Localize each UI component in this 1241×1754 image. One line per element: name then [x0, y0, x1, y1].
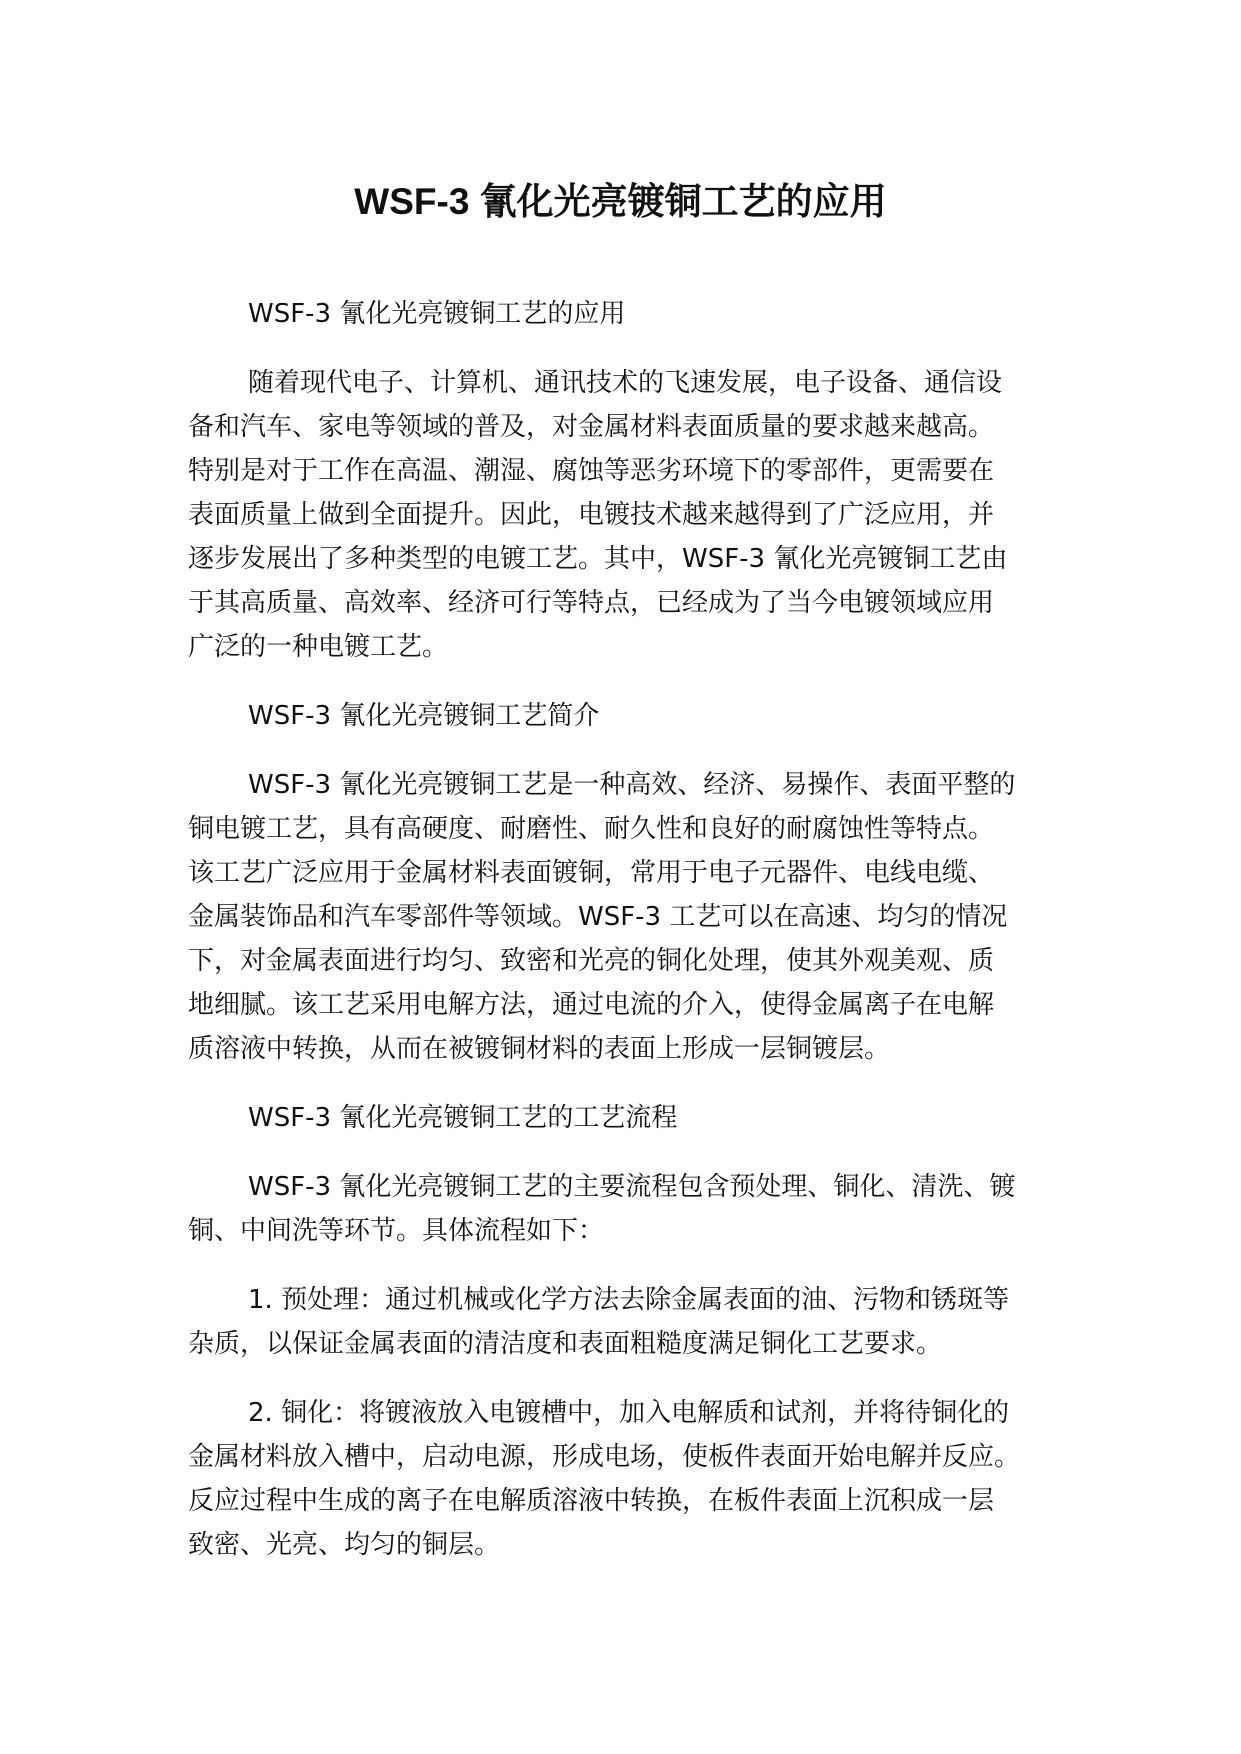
text-line: 致密、光亮、均匀的铜层。 — [188, 1530, 501, 1560]
document-title: WSF-3 氰化光亮镀铜工艺的应用 — [354, 181, 887, 222]
text-line: 1. 预处理：通过机械或化学方法去除金属表面的油、污物和锈斑等 — [248, 1285, 1010, 1315]
text-line: 铜电镀工艺，具有高硬度、耐磨性、耐久性和良好的耐腐蚀性等特点。 — [188, 814, 995, 844]
paragraph-process-intro — [188, 1165, 1058, 1253]
text-line: WSF-3 氰化光亮镀铜工艺的主要流程包含预处理、铜化、清洗、镀 — [248, 1172, 1016, 1202]
text-line: 该工艺广泛应用于金属材料表面镀铜，常用于电子元器件、电线电缆、 — [188, 858, 995, 888]
text-line: 铜、中间洗等环节。具体流程如下： — [188, 1216, 605, 1246]
text-line: WSF-3 氰化光亮镀铜工艺的工艺流程 — [248, 1103, 678, 1133]
paragraph-step-pretreatment — [188, 1278, 1058, 1366]
text-line: 备和汽车、家电等领域的普及，对金属材料表面质量的要求越来越高。 — [188, 412, 995, 442]
text-line: 金属材料放入槽中，启动电源，形成电场，使板件表面开始电解并反应。 — [188, 1442, 1021, 1472]
document-body — [188, 292, 1058, 1592]
text-line: 地细腻。该工艺采用电解方法，通过电流的介入，使得金属离子在电解 — [188, 990, 995, 1020]
text-line: 于其高质量、高效率、经济可行等特点，已经成为了当今电镀领域应用 — [188, 588, 995, 618]
text-line: WSF-3 氰化光亮镀铜工艺是一种高效、经济、易操作、表面平整的 — [248, 770, 1016, 800]
text-line: 反应过程中生成的离子在电解质溶液中转换，在板件表面上沉积成一层 — [188, 1486, 995, 1516]
text-line: 杂质，以保证金属表面的清洁度和表面粗糙度满足铜化工艺要求。 — [188, 1329, 943, 1359]
text-line: 表面质量上做到全面提升。因此，电镀技术越来越得到了广泛应用，并 — [188, 500, 995, 530]
section-heading-process — [188, 1096, 1058, 1140]
text-line: 随着现代电子、计算机、通讯技术的飞速发展，电子设备、通信设 — [248, 368, 1003, 398]
text-line: WSF-3 氰化光亮镀铜工艺的应用 — [248, 299, 626, 329]
text-line: WSF-3 氰化光亮镀铜工艺简介 — [248, 701, 600, 731]
text-line: 逐步发展出了多种类型的电镀工艺。其中，WSF-3 氰化光亮镀铜工艺由 — [188, 544, 1008, 574]
section-heading-overview — [188, 694, 1058, 738]
paragraph-intro — [188, 361, 1058, 669]
text-line: 下，对金属表面进行均匀、致密和光亮的铜化处理，使其外观美观、质 — [188, 946, 995, 976]
text-line: 2. 铜化：将镀液放入电镀槽中，加入电解质和试剂，并将待铜化的 — [248, 1398, 1010, 1428]
section-heading-application — [188, 292, 1058, 336]
paragraph-overview — [188, 763, 1058, 1071]
text-line: 广泛的一种电镀工艺。 — [188, 632, 449, 662]
text-line: 金属装饰品和汽车零部件等领域。WSF-3 工艺可以在高速、均匀的情况 — [188, 902, 1008, 932]
text-line: 特别是对于工作在高温、潮湿、腐蚀等恶劣环境下的零部件，更需要在 — [188, 456, 995, 486]
paragraph-step-copperizing — [188, 1391, 1058, 1567]
text-line: 质溶液中转换，从而在被镀铜材料的表面上形成一层铜镀层。 — [188, 1034, 891, 1064]
